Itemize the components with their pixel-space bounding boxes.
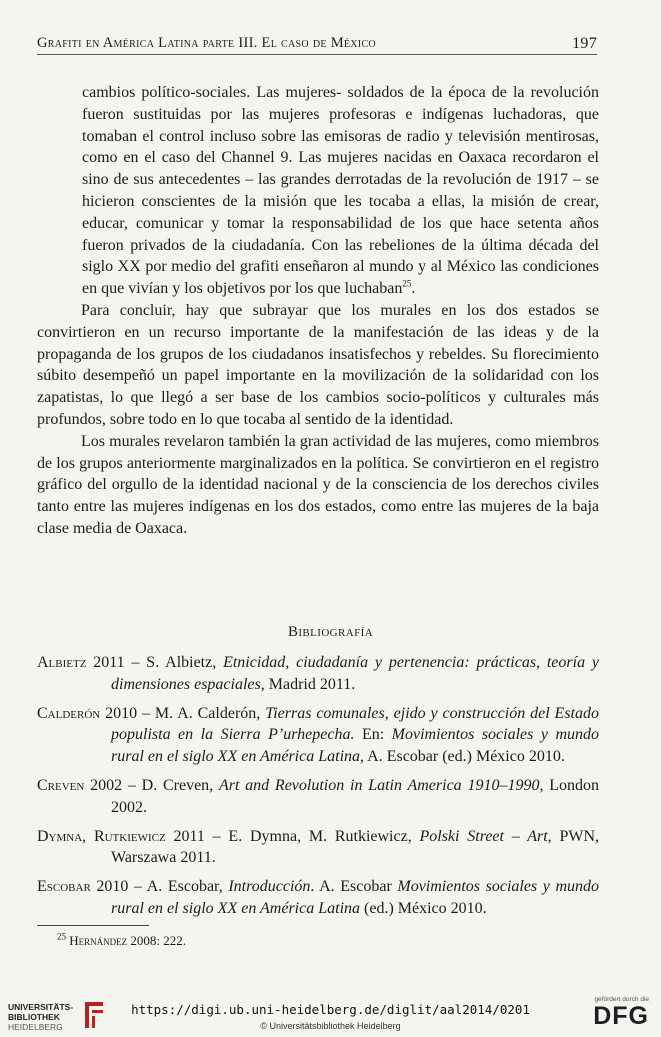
page-number: 197 <box>572 35 597 52</box>
bibliography-entry: Dymna, Rutkiewicz 2011 – E. Dymna, M. Rutkiewicz, Polski Street – Art, PWN, Warszawa 2011. <box>37 827 599 867</box>
page-header <box>37 32 597 55</box>
digital-library-link[interactable]: https://digi.ub.uni-heidelberg.de/diglit/aal2014/0201 <box>131 1002 530 1017</box>
block-quote: cambios político-sociales. Las mujeres- soldados de la época de la revolución fueron sustituidas por las mujeres profesoras e indígenas luchadoras, que tomaban el control incluso sobre las emisoras de radio y televisión mentirosas, como en el caso del Channel 9. Las mujeres nacidas en Oaxaca recordaron el sino de sus antecedentes – las grandes derrotadas de la revolución de 1917 – se hicieron conscientes de la misión que les tocaba a ellas, la misión de crear, educar, comunicar y tomar la responsabilidad de los que hace setenta años fueron privados de la ciudadanía. Con las rebeliones de la última década del siglo XX por medio del grafiti enseñaron al mundo y al México las condiciones en que vivían y los objetivos por los que luchaban$^{25}$. <box>82 84 599 298</box>
main-text <box>37 82 599 540</box>
bibliography-entry: Albietz 2011 – S. Albietz, Etnicidad, ciudadanía y pertenencia: prácticas, teoría y dimensiones espaciales, Madrid 2011. <box>37 654 600 693</box>
bibliography-entry: Calderón 2010 – M. A. Calderón, Tierras comunales, ejido y construcción del Estado populista en la Sierra P’urhepecha. En: Movimientos sociales y mundo rural en el siglo XX en América Latina, A. Escobar (ed.) México 2010. <box>37 704 600 766</box>
quote-text: cambios político-sociales. Las mujeres- soldados de la época de la revolución fueron sustituidas por las mujeres profesoras e indígenas luchadoras, que tomaban el control incluso sobre las emisoras de radio y televisión mentirosas, como en el caso del Channel 9. Las mujeres nacidas en Oaxaca recordaron el sino de sus antecedentes – las grandes derrotadas de la revolución de 1917 – se hicieron conscientes de la misión que les tocaba a ellas, la misión de crear, educar, comunicar y tomar la responsabilidad de los que hace setenta años fueron privados de la ciudadanía. Con las rebeliones de la última década del siglo XX por medio del grafiti enseñaron al mundo y al México las condiciones en que vivían y los objetivos por los que luchaban <box>82 84 599 298</box>
footnote-reference[interactable]: 25 <box>402 278 412 289</box>
bibliography-heading: Bibliografía <box>287 624 374 640</box>
dfg-logo[interactable]: gefördert durch die DFG <box>593 996 649 1030</box>
paragraph-conclusion: Para concluir, hay que subrayar que los murales en los dos estados se convirtieron en un recurso importante de la manifestación de las ideas y de la propaganda de los grupos de los ciudadanos insatisfechos y rebeldes. Su florecimiento súbito desempeñó un papel importante en la movilización de la solidaridad con los zapatistas, lo que llegó a ser base de los cambios socio-políticos y culturales más profundos, sobre todo en lo que tocaba al sentido de la identidad. <box>37 301 599 428</box>
footnote-divider <box>37 925 149 926</box>
bibliography-list <box>37 652 599 927</box>
footnote-text: 2008: 222. <box>127 933 187 948</box>
paragraph-women: Los murales revelaron también la gran actividad de las mujeres, como miembros de los grupos anteriormente marginalizados en la política. Se convirtieron en el registro gráfico del orgullo de la identidad nacional y de la consciencia de los derechos civiles tanto entre las mujeres indígenas en los dos estados, como entre las mujeres de la baja clase media de Oaxaca. <box>37 432 599 537</box>
university-library-logo[interactable]: UNIVERSITÄTS- BIBLIOTHEK HEIDELBERG <box>8 998 128 1034</box>
footer-bar <box>0 994 661 1037</box>
footnote-number: 25 <box>57 931 66 942</box>
bibliography-entry: Escobar 2010 – A. Escobar, Introducción. A. Escobar Movimientos sociales y mundo rural en el siglo XX en América Latina (ed.) México 2010. <box>37 878 600 917</box>
footnote-author: Hernández <box>69 933 128 948</box>
footnote <box>57 933 186 949</box>
running-title: Grafiti en América Latina parte III. El caso de México <box>37 35 376 51</box>
bibliography-entry: Creven 2002 – D. Creven, Art and Revolution in Latin America 1910–1990, London 2002. <box>37 776 599 816</box>
copyright-notice: © Universitätsbibliothek Heidelberg <box>260 1021 401 1031</box>
